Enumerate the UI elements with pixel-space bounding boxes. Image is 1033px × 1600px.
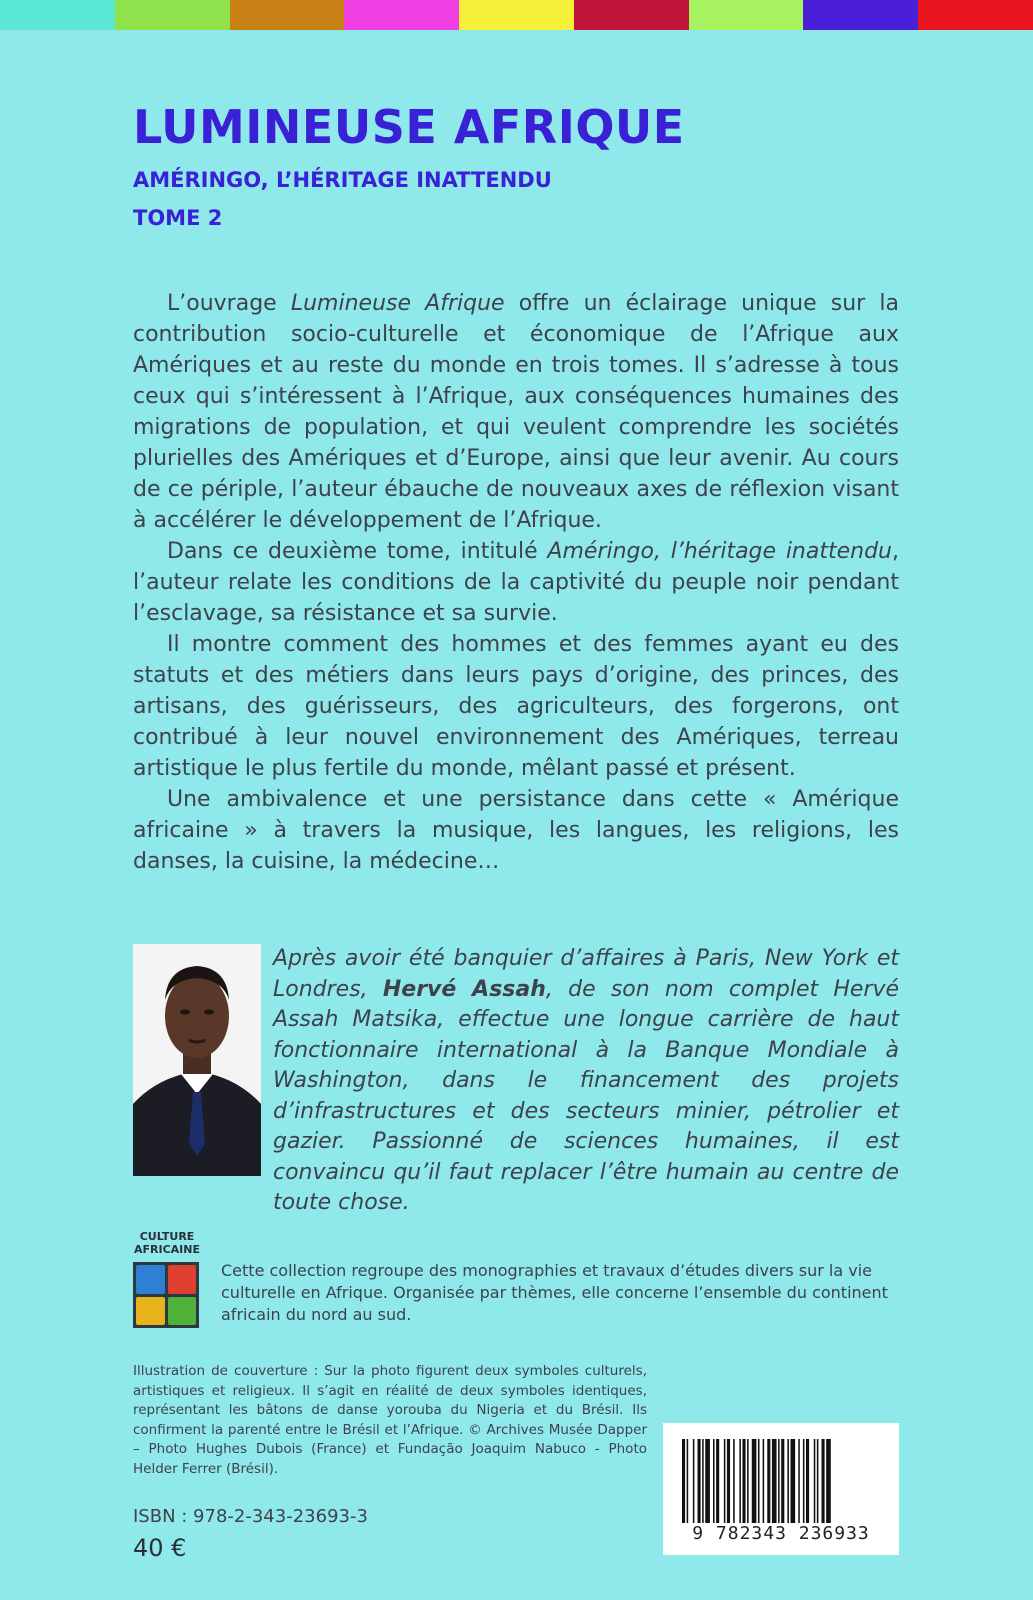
logo-tile bbox=[168, 1297, 197, 1326]
barcode-bar bbox=[752, 1439, 757, 1523]
tome-label: TOME 2 bbox=[133, 206, 223, 230]
price: 40 € bbox=[133, 1534, 187, 1562]
text-span: , de son nom complet Hervé Assah Matsika, effectue une longue carrière de haut fonctionnaire international à la Banque Mondiale à Washington, dans le financement des projets d’infrastructures et des secteurs minier, pétrolier et gazier. Passionné de sciences humaines, il est convaincu qu’il faut replacer l’être humain au centre de toute chose. bbox=[273, 976, 900, 1215]
barcode-bar bbox=[791, 1439, 796, 1523]
barcode-bar bbox=[772, 1439, 777, 1523]
barcode-bar bbox=[781, 1439, 784, 1523]
barcode-bars bbox=[682, 1439, 880, 1523]
book-title: LUMINEUSE AFRIQUE bbox=[133, 100, 685, 154]
summary bbox=[133, 288, 899, 877]
barcode-bar bbox=[687, 1439, 689, 1523]
barcode-bar bbox=[733, 1439, 735, 1523]
barcode-bar bbox=[705, 1439, 710, 1523]
barcode-bar bbox=[698, 1439, 701, 1523]
barcode-bar bbox=[822, 1439, 825, 1523]
stripe bbox=[230, 0, 345, 30]
barcode-bar bbox=[693, 1439, 695, 1523]
barcode-digits: 9 782343 236933 bbox=[692, 1523, 870, 1544]
barcode-bar bbox=[814, 1439, 816, 1523]
barcode-bar bbox=[716, 1439, 719, 1523]
stripe bbox=[574, 0, 689, 30]
barcode-bar bbox=[806, 1439, 809, 1523]
barcode-bar bbox=[798, 1439, 800, 1523]
barcode-bar bbox=[682, 1439, 685, 1523]
stripe bbox=[0, 0, 115, 30]
barcode-bar bbox=[727, 1439, 730, 1523]
barcode bbox=[663, 1423, 899, 1555]
summary-paragraph: Une ambivalence et une persistance dans cette « Amérique africaine » à travers la musique, les langues, les religions, les danses, la cuisine, la médecine… bbox=[133, 787, 899, 874]
barcode-bar bbox=[803, 1439, 805, 1523]
barcode-bar bbox=[713, 1439, 715, 1523]
stripe bbox=[918, 0, 1033, 30]
text-span: , l’auteur relate les conditions de la captivité du peuple noir pendant l’esclavage, sa résistance et sa survie. bbox=[133, 539, 899, 626]
barcode-bar bbox=[767, 1439, 770, 1523]
collection-label-line: CULTURE bbox=[139, 1230, 195, 1243]
text-span: Dans ce deuxième tome, intitulé bbox=[167, 539, 548, 564]
text-span: Après avoir été banquier d’affaires à Paris, New York et Londres, bbox=[273, 946, 899, 1002]
summary-paragraph: Il montre comment des hommes et des femmes ayant eu des statuts et des métiers dans leurs pays d’origine, des princes, des artisans, des guérisseurs, des agriculteurs, des forgerons, ont contribué à leur nouvel environnement des Amériques, terreau artistique le plus fertile du monde, mêlant passé et présent. bbox=[133, 632, 899, 781]
barcode-bar bbox=[742, 1439, 745, 1523]
stripe bbox=[459, 0, 574, 30]
italic-title: Améringo, l’héritage inattendu bbox=[547, 539, 892, 564]
summary-paragraph bbox=[133, 536, 899, 629]
author-name: Hervé Assah bbox=[382, 976, 546, 1002]
barcode-bar bbox=[787, 1439, 789, 1523]
barcode-bar bbox=[817, 1439, 819, 1523]
text-span: L’ouvrage bbox=[167, 291, 291, 316]
barcode-bar bbox=[724, 1439, 726, 1523]
barcode-bar bbox=[826, 1439, 831, 1523]
collection-description: Cette collection regroupe des monographies et travaux d’études divers sur la vie culturelle en Afrique. Organisée par thèmes, elle concerne l’ensemble du continent africain du nord au sud. bbox=[221, 1261, 888, 1324]
logo-tile bbox=[136, 1265, 165, 1294]
book-subtitle: AMÉRINGO, L’HÉRITAGE INATTENDU bbox=[133, 168, 552, 192]
barcode-bar bbox=[763, 1439, 765, 1523]
barcode-bar bbox=[758, 1439, 760, 1523]
color-stripes bbox=[0, 0, 1033, 30]
portrait-illustration bbox=[133, 944, 261, 1176]
italic-title: Lumineuse Afrique bbox=[290, 291, 505, 316]
text-span: offre un éclairage unique sur la contribution socio-culturelle et économique de l’Afrique aux Amériques et au reste du monde en trois tomes. Il s’adresse à tous ceux qui s’intéressent à l’Afrique, aux conséquences humaines des migrations de population, et qui veulent comprendre les sociétés plurielles des Amériques et d’Europe, ainsi que leur avenir. Au cours de ce périple, l’auteur ébauche de nouveaux axes de réflexion visant à accélérer le développement de l’Afrique. bbox=[133, 291, 899, 533]
author-bio bbox=[273, 944, 899, 1219]
summary-paragraph bbox=[133, 288, 899, 536]
barcode-bar bbox=[702, 1439, 704, 1523]
collection-logo-icon bbox=[133, 1262, 199, 1328]
logo-tile bbox=[136, 1297, 165, 1326]
title-block bbox=[133, 100, 685, 230]
logo-tile bbox=[168, 1265, 197, 1294]
collection-label bbox=[133, 1230, 201, 1256]
barcode-bar bbox=[739, 1439, 741, 1523]
stripe bbox=[344, 0, 459, 30]
stripe bbox=[689, 0, 804, 30]
collection-label-line: AFRICAINE bbox=[134, 1243, 200, 1256]
barcode-bar bbox=[747, 1439, 749, 1523]
collection-section bbox=[133, 1230, 899, 1324]
isbn: ISBN : 978-2-343-23693-3 bbox=[133, 1506, 368, 1527]
author-photo bbox=[133, 944, 261, 1176]
stripe bbox=[115, 0, 230, 30]
stripe bbox=[803, 0, 918, 30]
cover-credits: Illustration de couverture : Sur la photo figurent deux symboles culturels, artistiques et religieux. Il s’agit en réalité de deux symboles identiques, représentant les bâtons de danse yorouba du Nigeria et du Brésil. Ils confirment la parenté entre le Brésil et l’Afrique. © Archives Musée Dapper – Photo Hughes Dubois (France) et Fundação Joaquim Nabuco - Photo Helder Ferrer (Brésil). bbox=[133, 1363, 647, 1477]
barcode-bar bbox=[778, 1439, 780, 1523]
